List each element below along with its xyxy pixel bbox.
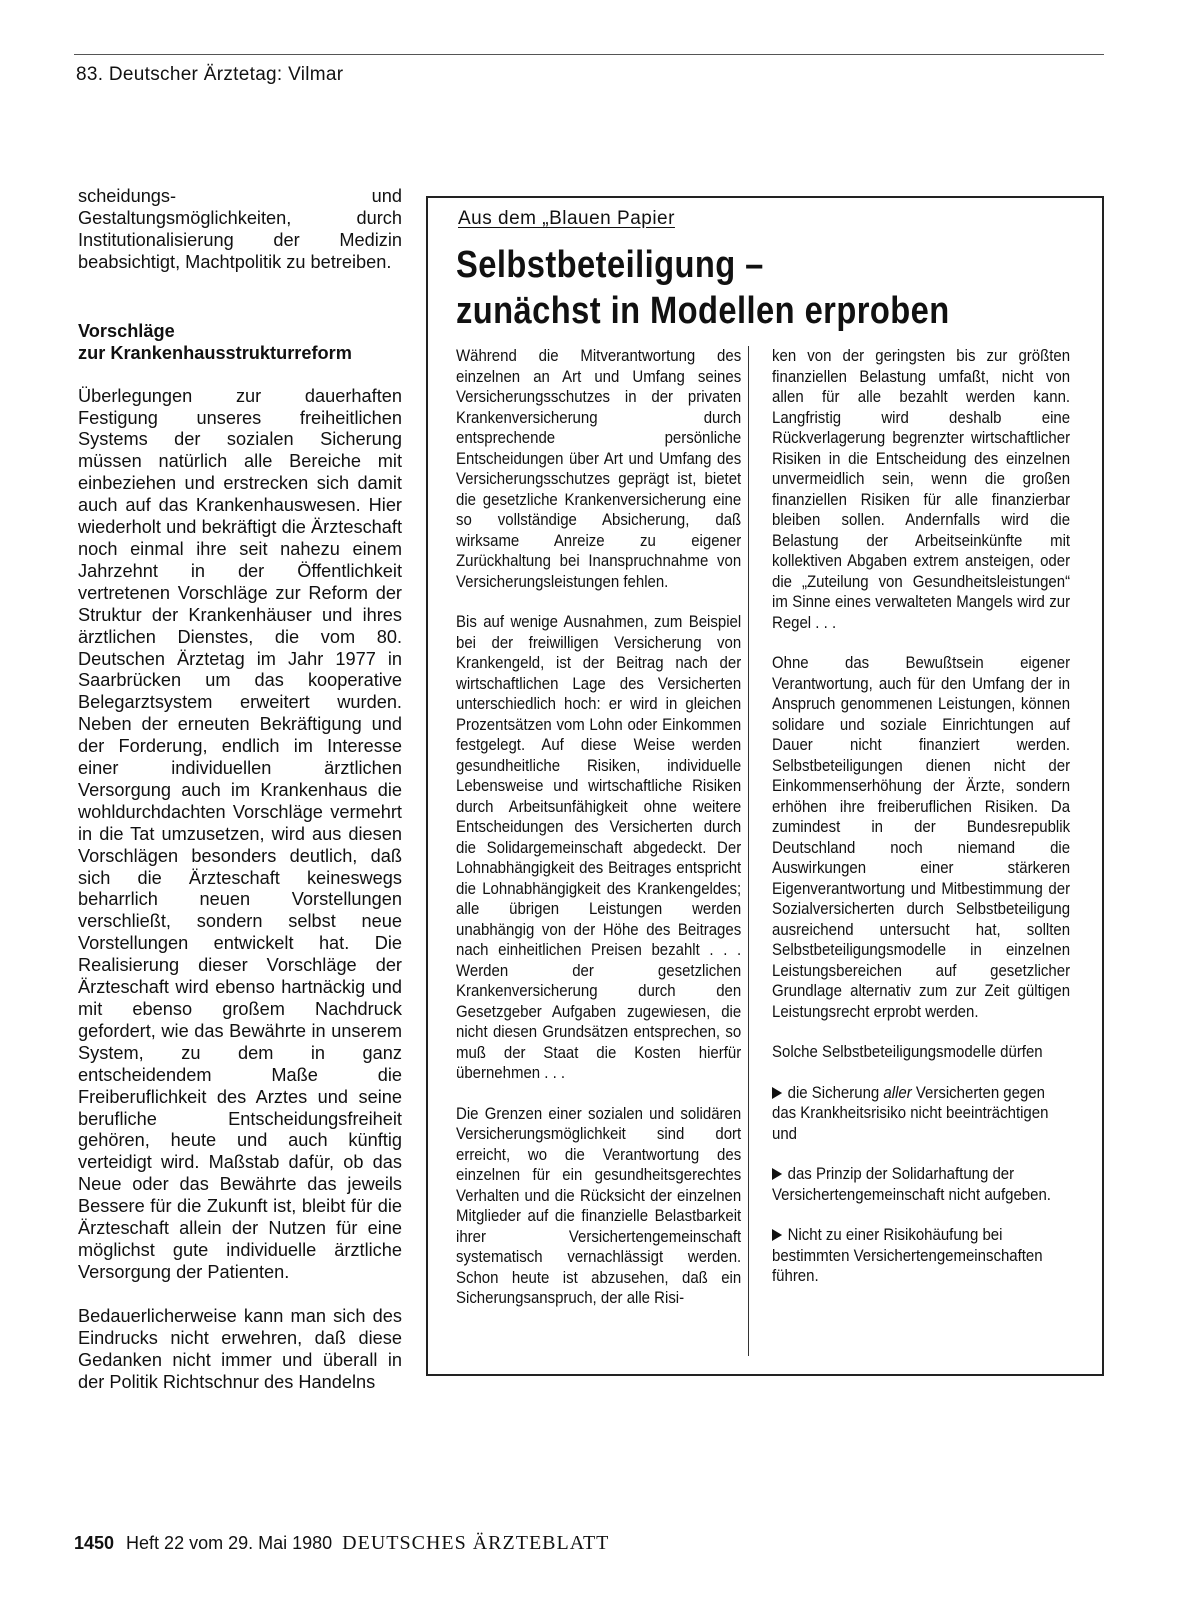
box-column-2 (772, 346, 1070, 1287)
triangle-bullet-icon (772, 1229, 782, 1241)
bullet-3-text: Nicht zu einer Risikohäufung bei bestimmten Versichertengemeinschaften führen. (772, 1226, 1043, 1285)
page-number: 1450 (74, 1533, 115, 1553)
box-col1-paragraph-3: Die Grenzen einer sozialen und solidären Versicherungsmöglichkeit sind dort erreicht, wo die Verantwortung des einzelnen für ein gesundheitsgerechtes Verhalten und die Rücksicht der einzelnen Mitglieder auf die finanzielle Belastbarkeit ihrer Versichertengemeinschaft systematisch vernachlässigt werden. Schon heute ist abzusehen, daß ein Sicherungsanspruch, der alle Risi- (456, 1104, 742, 1307)
box-headline (456, 242, 950, 334)
subhead-line-1: Vorschläge (78, 320, 175, 341)
bullet-item-1 (772, 1083, 1070, 1145)
bullet-item-2 (772, 1164, 1070, 1205)
box-col2-paragraph-2: Ohne das Bewußtsein eigener Verantwortung, auch für den Umfang der in Anspruch genommenen Leistungen, können solidare und soziale Einrichtungen auf Dauer nicht finanziert werden. Selbstbeteiligungen dienen nicht der Einkommenserhöhung der Ärzte, sondern erhöhen ihre freiberuflichen Risiken. Da zumindest in der Bundesrepublik Deutschland noch niemand die Auswirkungen einer stärkeren Eigenverantwortung und Mitbestimmung der Sozialversicherten durch Selbstbeteiligung ausreichend untersucht hat, sollten Selbstbeteiligungsmodelle in einzelnen Leistungsbereichen auf gesetzlicher Grundlage alternativ zum zur Zeit gültigen Leistungsrecht erprobt werden. (772, 654, 1071, 1021)
left-body-paragraph-2: Bedauerlicherweise kann man sich des Eindrucks nicht erwehren, daß diese Gedanken nicht immer und überall in der Politik Richtschnur des Handelns (78, 1305, 402, 1392)
triangle-bullet-icon (772, 1168, 782, 1180)
section-subhead (78, 320, 402, 364)
column-divider (748, 346, 749, 1356)
bullet-1-emphasis: aller (883, 1083, 912, 1102)
left-body-paragraph-1: Überlegungen zur dauerhaften Festigung unseres freiheitlichen Systems der sozialen Sicherung müssen natürlich alle Bereiche mit einbeziehen und erstrecken sich damit auch auf das Krankenhauswesen. Hier wiederholt und bekräftigt die Ärzteschaft noch einmal ihre seit nahezu einem Jahrzehnt in der Öffentlichkeit vertretenen Vorschläge zur Reform der Struktur der Krankenhäuser und ihres ärztlichen Dienstes, die vom 80. Deutschen Ärztetag im Jahr 1977 in Saarbrücken um das kooperative Belegarztsystem erweitert wurden. Neben der erneuten Bekräftigung und der Forderung, endlich im Interesse einer individuellen ärztlichen Versorgung auch im Krankenhaus die wohldurchdachten Vorschläge vermehrt in die Tat umzusetzen, wird aus diesen Vorschlägen besonders deutlich, daß sich die Ärzteschaft keineswegs beharrlich neuen Vorstellungen verschließt, sondern selbst neue Vorstellungen entwickelt hat. Die Realisierung dieser Vorschläge der Ärzteschaft wird ebenso hartnäckig und mit ebenso großem Nachdruck gefordert, wie das Bewährte in unserem System, zu dem in ganz entscheidendem Maße die Freiberuflichkeit des Arztes und seine berufliche Entscheidungsfreiheit gehören, heute und auch künftig verteidigt wird. Maßstab dafür, ob das Neue oder das Bewährte das jeweils Bessere für die Zukunft ist, bleibt für die Ärzteschaft allein der Nutzen für eine möglichst gute individuelle ärztliche Versorgung der Patienten. (78, 385, 402, 1282)
headline-line-2: zunächst in Modellen erproben (456, 290, 950, 332)
bullet-1-pre: die Sicherung (787, 1083, 884, 1102)
box-kicker: Aus dem „Blauen Papier (458, 208, 675, 229)
magazine-name: DEUTSCHES ÄRZTEBLATT (342, 1532, 610, 1554)
box-col1-paragraph-1: Während die Mitverantwortung des einzelnen an Art und Umfang seines Versicherungsschutzes in der privaten Krankenversicherung durch entsprechende persönliche Entscheidungen über Art und Umfang des Versicherungsschutzes geprägt ist, bietet die gesetzliche Krankenversicherung eine so vollständige Absicherung, daß wirksame Anreize zu eigener Zurückhaltung bei Inanspruchnahme von Versicherungsleistungen fehlen. (456, 347, 742, 591)
bullet-1-post: Versicherten gegen das Krankheitsrisiko nicht beeinträchtigen und (772, 1083, 1049, 1143)
page-footer (74, 1532, 609, 1555)
box-col2-paragraph-1: ken von der geringsten bis zur größten finanziellen Belastung umfaßt, nicht von allen für alle bezahlt werden kann. Langfristig wird deshalb eine Rückverlagerung begrenzter wirtschaftlicher Risiken in die Entscheidung des einzelnen unvermeidlich sein, wenn die großen finanziellen Risiken für alle finanzierbar bleiben sollen. Andernfalls wird die Belastung der Arbeitseinkünfte mit kollektiven Abgaben extrem ansteigen, oder die „Zuteilung von Gesundheitsleistungen“ im Sinne eines verwalteten Mangels wird zur Regel . . . (772, 347, 1071, 632)
running-head: 83. Deutscher Ärztetag: Vilmar (76, 64, 344, 85)
bullet-2-text: das Prinzip der Solidarhaftung der Versichertengemeinschaft nicht aufgeben. (772, 1165, 1051, 1204)
top-rule (74, 54, 1104, 55)
sidebar-box (426, 196, 1104, 1376)
issue-info: Heft 22 vom 29. Mai 1980 (126, 1533, 333, 1553)
headline-line-1: Selbstbeteiligung – (456, 244, 764, 286)
box-column-1 (456, 346, 741, 1309)
triangle-bullet-icon (772, 1087, 782, 1099)
left-intro-paragraph: scheidungs- und Gestaltungsmöglichkeiten, durch Institutionalisierung der Medizin beabsichtigt, Machtpolitik zu betreiben. (78, 186, 402, 272)
subhead-line-2: zur Krankenhausstrukturreform (78, 342, 352, 363)
box-col1-paragraph-2: Bis auf wenige Ausnahmen, zum Beispiel bei der freiwilligen Versicherung von Krankengeld, ist der Beitrag nach der wirtschaftlichen Lage des Versicherten unterschiedlich hoch: er wird in gleichen Prozentsätzen vom Lohn oder Einkommen festgelegt. Auf diese Weise werden gesundheitliche Risiken, individuelle Lebensweise und wirtschaftliche Risiken durch Arbeitsunfähigkeit ohne weitere Entscheidungen des Versicherten durch die Solidargemeinschaft abgedeckt. Der Lohnabhängigkeit des Beitrages entspricht die Lohnabhängigkeit des Krankengeldes; alle übrigen Leistungen werden unabhängig von der Höhe des Beitrages nach einheitlichen Preisen bezahlt . . . Werden der gesetzlichen Krankenversicherung durch den Gesetzgeber Aufgaben zugewiesen, die nicht diesen Grundsätzen entsprechen, so muß der Staat die Kosten hierfür übernehmen . . . (456, 613, 742, 1082)
left-column (78, 186, 402, 1393)
bullet-item-3 (772, 1225, 1070, 1287)
box-col2-paragraph-3: Solche Selbstbeteiligungsmodelle dürfen (772, 1043, 1043, 1061)
